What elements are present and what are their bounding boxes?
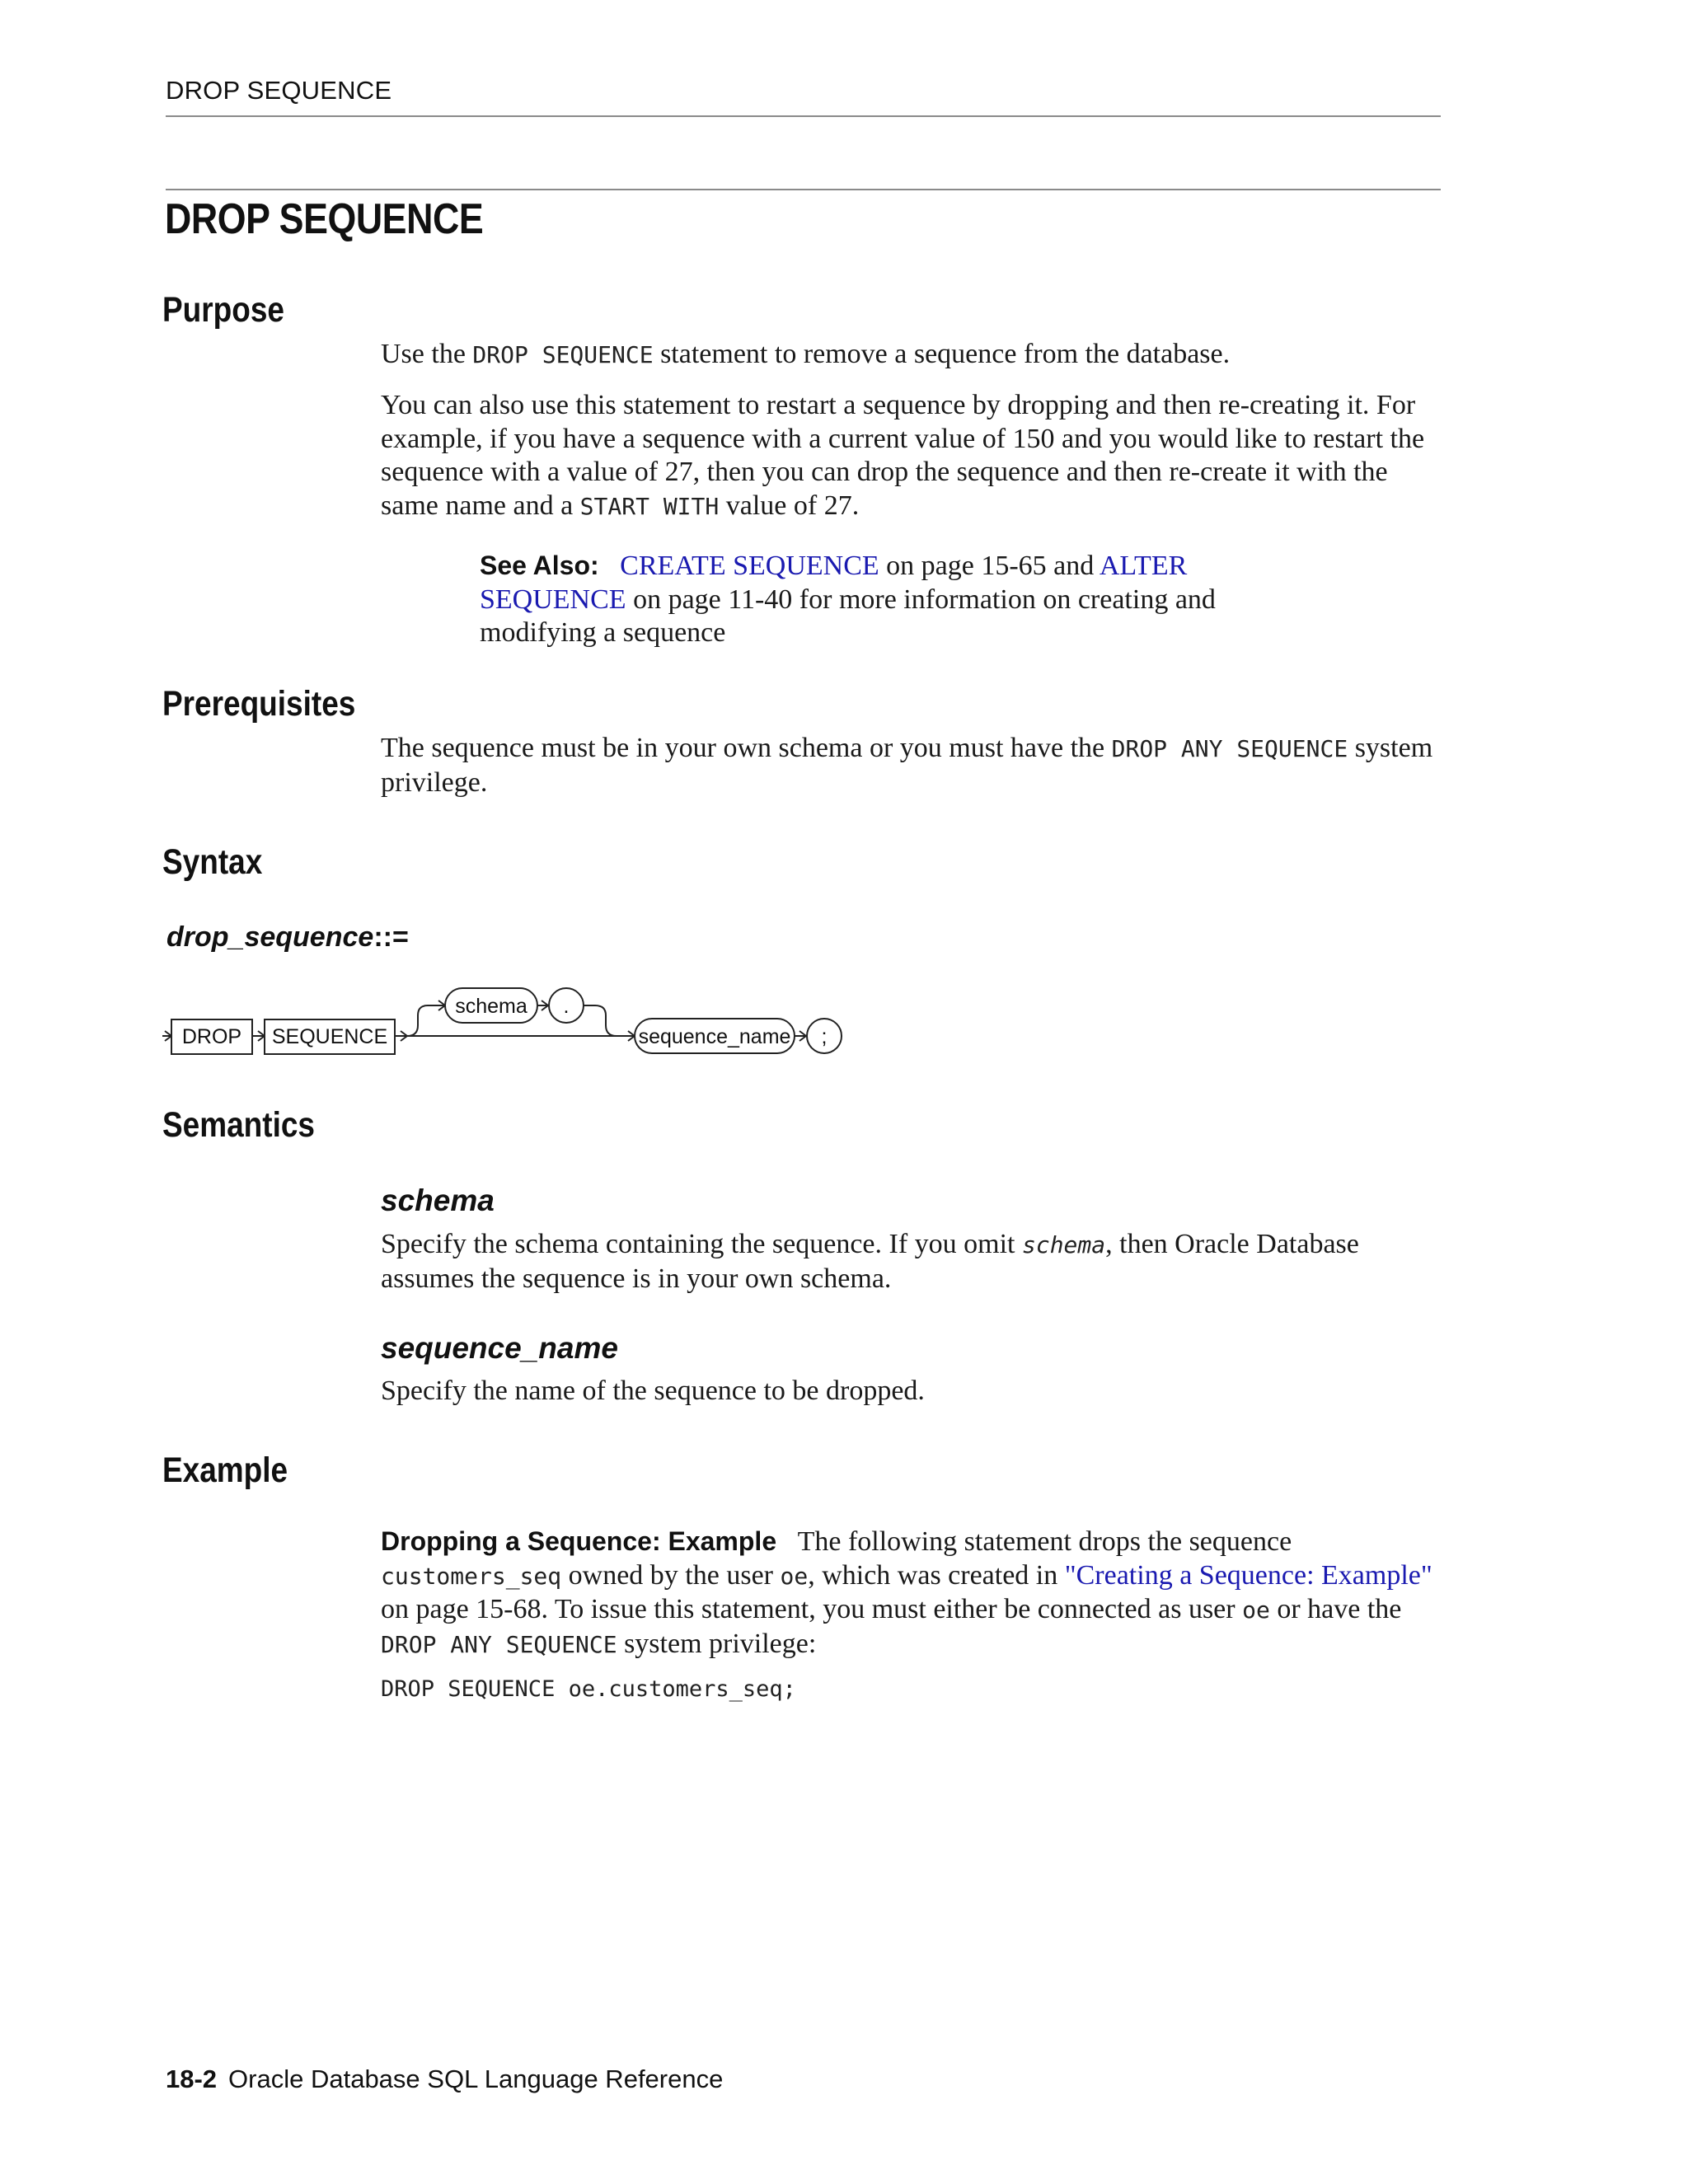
drop-keyword: DROP: [181, 1025, 242, 1048]
book-title: Oracle Database SQL Language Reference: [228, 2064, 724, 2093]
page-number: 18-2: [166, 2064, 218, 2093]
see-also-note: See Also: CREATE SEQUENCE on page 15-65 and ALTER SEQUENCE on page 11-40 for more information on creating and modifying a sequence: [480, 551, 1216, 648]
title-rule: [166, 189, 1441, 190]
inline-code: START WITH: [579, 492, 720, 520]
syntax-heading: Syntax: [162, 842, 263, 882]
purpose-heading: Purpose: [162, 290, 284, 330]
example-heading: Example: [162, 1451, 288, 1490]
semicolon-label: ;: [821, 1025, 828, 1048]
schema-label: schema: [455, 995, 528, 1018]
alter-sequence-link[interactable]: ALTER SEQUENCE: [480, 551, 1188, 615]
sequence-name-heading: sequence_name: [381, 1331, 618, 1365]
sequence-name-label: sequence_name: [638, 1025, 791, 1048]
schema-paragraph: Specify the schema containing the sequence. If you omit schema, then Oracle Database assumes the sequence is in your own schema.: [381, 1229, 1359, 1294]
inline-code: oe: [780, 1562, 809, 1590]
syntax-rule-name: drop_sequence::=: [166, 921, 409, 953]
inline-code: DROP ANY SEQUENCE: [381, 1630, 617, 1658]
inline-code: DROP ANY SEQUENCE: [1111, 735, 1348, 762]
semantics-heading: Semantics: [162, 1105, 315, 1145]
prerequisites-heading: Prerequisites: [162, 684, 356, 724]
create-sequence-link[interactable]: CREATE SEQUENCE: [620, 551, 879, 581]
purpose-paragraph-1: Use the DROP SEQUENCE statement to remove a sequence from the database.: [381, 339, 1231, 369]
schema-heading: schema: [381, 1183, 495, 1217]
running-header: DROP SEQUENCE: [166, 76, 392, 105]
code-example: DROP SEQUENCE oe.customers_seq;: [381, 1676, 796, 1702]
inline-code: customers_seq: [381, 1562, 562, 1590]
page-footer: [166, 2064, 723, 2094]
inline-code: oe: [1242, 1596, 1270, 1624]
see-also-label: See Also:: [480, 551, 599, 580]
page-title: DROP SEQUENCE: [165, 195, 484, 243]
inline-code: DROP SEQUENCE: [472, 341, 654, 368]
creating-sequence-example-link[interactable]: "Creating a Sequence: Example": [1064, 1559, 1432, 1591]
example-paragraph: Dropping a Sequence: Example The following statement drops the sequence customers_seq owned by the user oe, which was created in "Creating a Sequence: Example" on page 15-68. To issue this statement, you must either be connected as user oe or have the DROP ANY SEQUENCE system privilege:: [381, 1526, 1432, 1659]
sequence-keyword: SEQUENCE: [271, 1025, 388, 1048]
dot-label: .: [563, 995, 570, 1018]
purpose-paragraph-2: You can also use this statement to restart a sequence by dropping and then re-creating it. For example, if you have a sequence with a current value of 150 and you would like to restart the sequence with a value of 27, then you can drop the sequence and then re-create it with the same name and a START WITH value of 27.: [381, 390, 1425, 521]
inline-code: schema: [1021, 1231, 1106, 1258]
prerequisites-paragraph: The sequence must be in your own schema or you must have the DROP ANY SEQUENCE system privilege.: [381, 733, 1433, 798]
railroad-diagram: [161, 972, 853, 1063]
example-label: Dropping a Sequence: Example: [381, 1526, 777, 1556]
header-rule: [166, 115, 1441, 117]
sequence-name-paragraph: Specify the name of the sequence to be dropped.: [381, 1376, 925, 1406]
